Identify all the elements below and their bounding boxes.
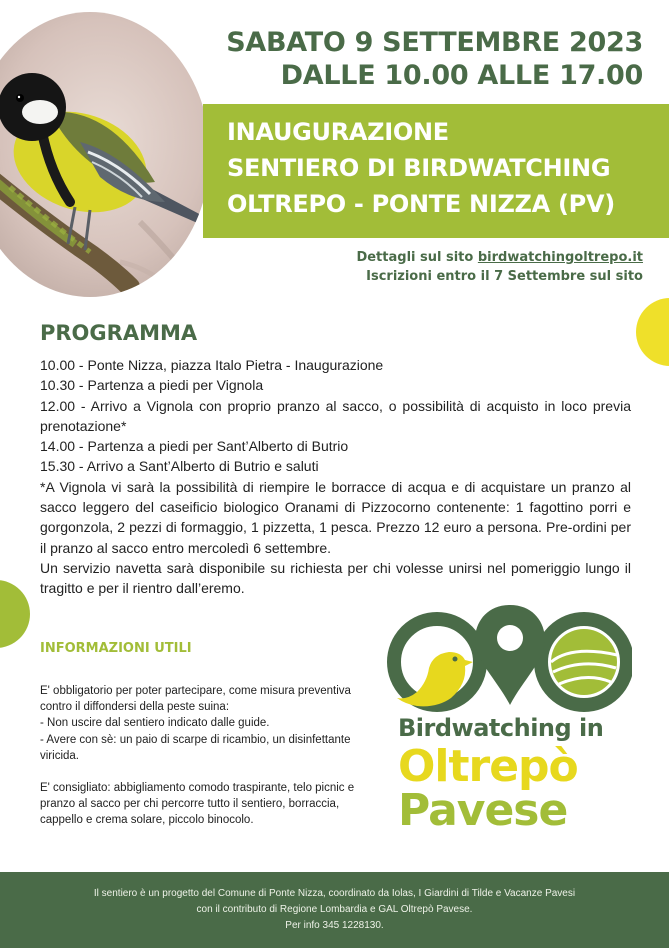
programma-item: 12.00 - Arrivo a Vignola con proprio pranzo al sacco, o possibilità di acquisto in loco previa prenotazione* bbox=[40, 397, 631, 434]
hills-icon bbox=[551, 629, 617, 695]
title-band bbox=[203, 104, 669, 238]
footer-contribution: con il contributo di Regione Lombardia e GAL Oltrepò Pavese. bbox=[196, 904, 473, 915]
info-heading: INFORMAZIONI UTILI bbox=[40, 641, 192, 656]
details-prefix: Dettagli sul sito bbox=[356, 250, 478, 265]
website-link[interactable]: birdwatchingoltrepo.it bbox=[477, 250, 643, 265]
logo-text-oltrepo: Oltrepò bbox=[398, 741, 578, 792]
info-obligatory-item: - Avere con sè: un paio di scarpe di ricambio, un disinfettante viricida. bbox=[40, 733, 351, 762]
info-obligatory-intro: E' obbligatorio per poter partecipare, come misura preventiva contro il diffondersi della peste suina: bbox=[40, 685, 351, 714]
logo-text-pavese: Pavese bbox=[398, 785, 568, 836]
programma-item: 10.00 - Ponte Nizza, piazza Italo Pietra - Inaugurazione bbox=[40, 357, 384, 373]
programma-item: 14.00 - Partenza a piedi per Sant’Alberto di Butrio bbox=[40, 438, 349, 455]
title-line-2: SENTIERO DI BIRDWATCHING bbox=[227, 154, 611, 182]
event-time: DALLE 10.00 ALLE 17.00 bbox=[280, 60, 643, 91]
event-date-block bbox=[226, 26, 643, 92]
programma-shuttle-note: Un servizio navetta sarà disponibile su richiesta per chi volesse unirsi nel pomeriggio lungo il tragitto e per il rientro dall’eremo. bbox=[40, 559, 631, 597]
programma-item: 10.30 - Partenza a piedi per Vignola bbox=[40, 377, 264, 394]
footer-credits: Il sentiero è un progetto del Comune di Ponte Nizza, coordinato da Iolas, I Giardini di Tilde e Vacanze Pavesi bbox=[93, 888, 576, 899]
programma-item: 15.30 - Arrivo a Sant’Alberto di Butrio e saluti bbox=[40, 458, 319, 475]
logo-text-birdwatching: Birdwatching in bbox=[398, 714, 604, 742]
registration-deadline: Iscrizioni entro il 7 Settembre sul sito bbox=[366, 269, 643, 284]
title-line-3: OLTREPO - PONTE NIZZA (PV) bbox=[227, 190, 615, 218]
decorative-yellow-circle bbox=[636, 298, 669, 366]
decorative-green-circle bbox=[0, 580, 30, 648]
great-tit-illustration bbox=[0, 12, 210, 297]
title-line-1: INAUGURAZIONE bbox=[227, 118, 449, 146]
footer bbox=[0, 872, 669, 948]
footer-contact: Per info 345 1228130. bbox=[285, 920, 384, 931]
programma-heading: PROGRAMMA bbox=[40, 321, 198, 345]
info-obligatory-item: - Non uscire dal sentiero indicato dalle guide. bbox=[40, 717, 270, 730]
details-block bbox=[356, 248, 643, 286]
programma-note: *A Vignola vi sarà la possibilità di riempire le borracce di acqua e di acquistare un pranzo al sacco leggero del caseificio biologico Oranami di Pizzocorno contenente: 1 fagottino porri e gorgonzola, 2 pezzi di formaggio, 1 pizzetta, 1 pesca. Prezzo 12 euro a persona. Pre-ordini per il pranzo al sacco entro mercoledì 6 settembre. bbox=[40, 478, 631, 556]
details-website-line bbox=[356, 248, 643, 267]
info-recommended: E' consigliato: abbigliamento comodo traspirante, telo picnic e pranzo al sacco per chi percorre tutto il sentiero, borraccia, cappello e crema solare, piccolo binocolo. bbox=[40, 782, 355, 827]
info-body bbox=[40, 683, 380, 829]
programma-list bbox=[40, 355, 631, 599]
event-date: SABATO 9 SETTEMBRE 2023 bbox=[226, 27, 643, 58]
bird-photo bbox=[0, 12, 210, 297]
